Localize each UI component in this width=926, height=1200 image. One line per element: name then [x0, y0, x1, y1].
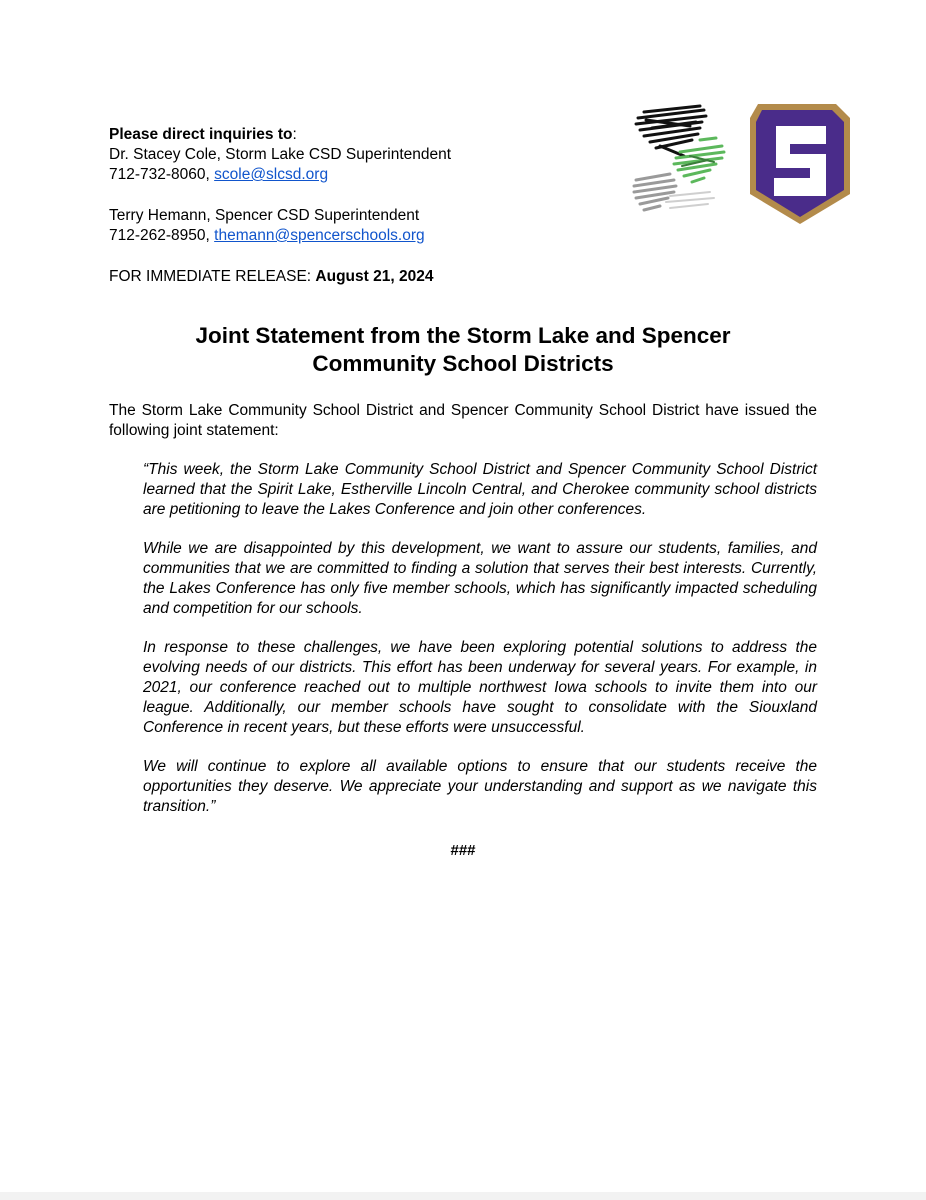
release-label: FOR IMMEDIATE RELEASE:: [109, 268, 316, 285]
statement-title: [100, 322, 826, 378]
contact1-line: [109, 165, 589, 185]
end-mark: ###: [450, 842, 476, 859]
inquiries-heading-colon: :: [292, 126, 297, 143]
inquiries-heading-line: [109, 125, 589, 145]
joint-statement-quote: [143, 460, 817, 836]
title-line-1: Joint Statement from the Storm Lake and Spencer: [195, 323, 731, 348]
intro-paragraph: The Storm Lake Community School District and Spencer Community School District have issued the following joint statement:: [109, 402, 817, 439]
contact2-email-link[interactable]: themann@spencerschools.org: [214, 227, 425, 244]
title-line-2: Community School Districts: [312, 351, 614, 376]
inquiries-heading: Please direct inquiries to: [109, 126, 293, 143]
contact1-email-link[interactable]: scole@slcsd.org: [214, 166, 329, 183]
contact1-name: Dr. Stacey Cole, Storm Lake CSD Superintendent: [109, 146, 452, 163]
spencer-shield-logo: [750, 104, 850, 224]
contact2-name: Terry Hemann, Spencer CSD Superintendent: [109, 207, 420, 224]
contact2-phone: 712-262-8950,: [109, 227, 215, 244]
contact-block: [109, 125, 589, 287]
logos-svg: [630, 100, 852, 228]
quote-paragraph-1: “This week, the Storm Lake Community School District and Spencer Community School District learned that the Spirit Lake, Estherville Lincoln Central, and Cherokee community school districts are petitioning to leave the Lakes Conference and join other conferences.: [143, 461, 817, 518]
release-date: August 21, 2024: [315, 268, 434, 285]
storm-lake-logo: [634, 106, 724, 210]
quote-paragraph-4: We will continue to explore all available options to ensure that our students receive the opportunities they deserve. We appreciate your understanding and support as we navigate this transition.”: [143, 758, 817, 815]
quote-paragraph-3: In response to these challenges, we have been exploring potential solutions to address the evolving needs of our districts. This effort has been underway for several years. For example, in 2021, our conference reached out to multiple northwest Iowa schools to invite them into our league. Additionally, our member schools have sought to consolidate with the Siouxland Conference in recent years, but these efforts were unsuccessful.: [143, 639, 817, 736]
bottom-strip: [0, 1192, 926, 1200]
release-line: [109, 267, 589, 287]
district-logos: [630, 100, 852, 228]
contact1-phone: 712-732-8060,: [109, 166, 215, 183]
quote-paragraph-2: While we are disappointed by this development, we want to assure our students, families, and communities that we are committed to finding a solution that serves their best interests. Currently, the Lakes Conference has only five member schools, which has significantly impacted scheduling and competition for our schools.: [143, 540, 817, 617]
contact2-line: [109, 226, 589, 246]
